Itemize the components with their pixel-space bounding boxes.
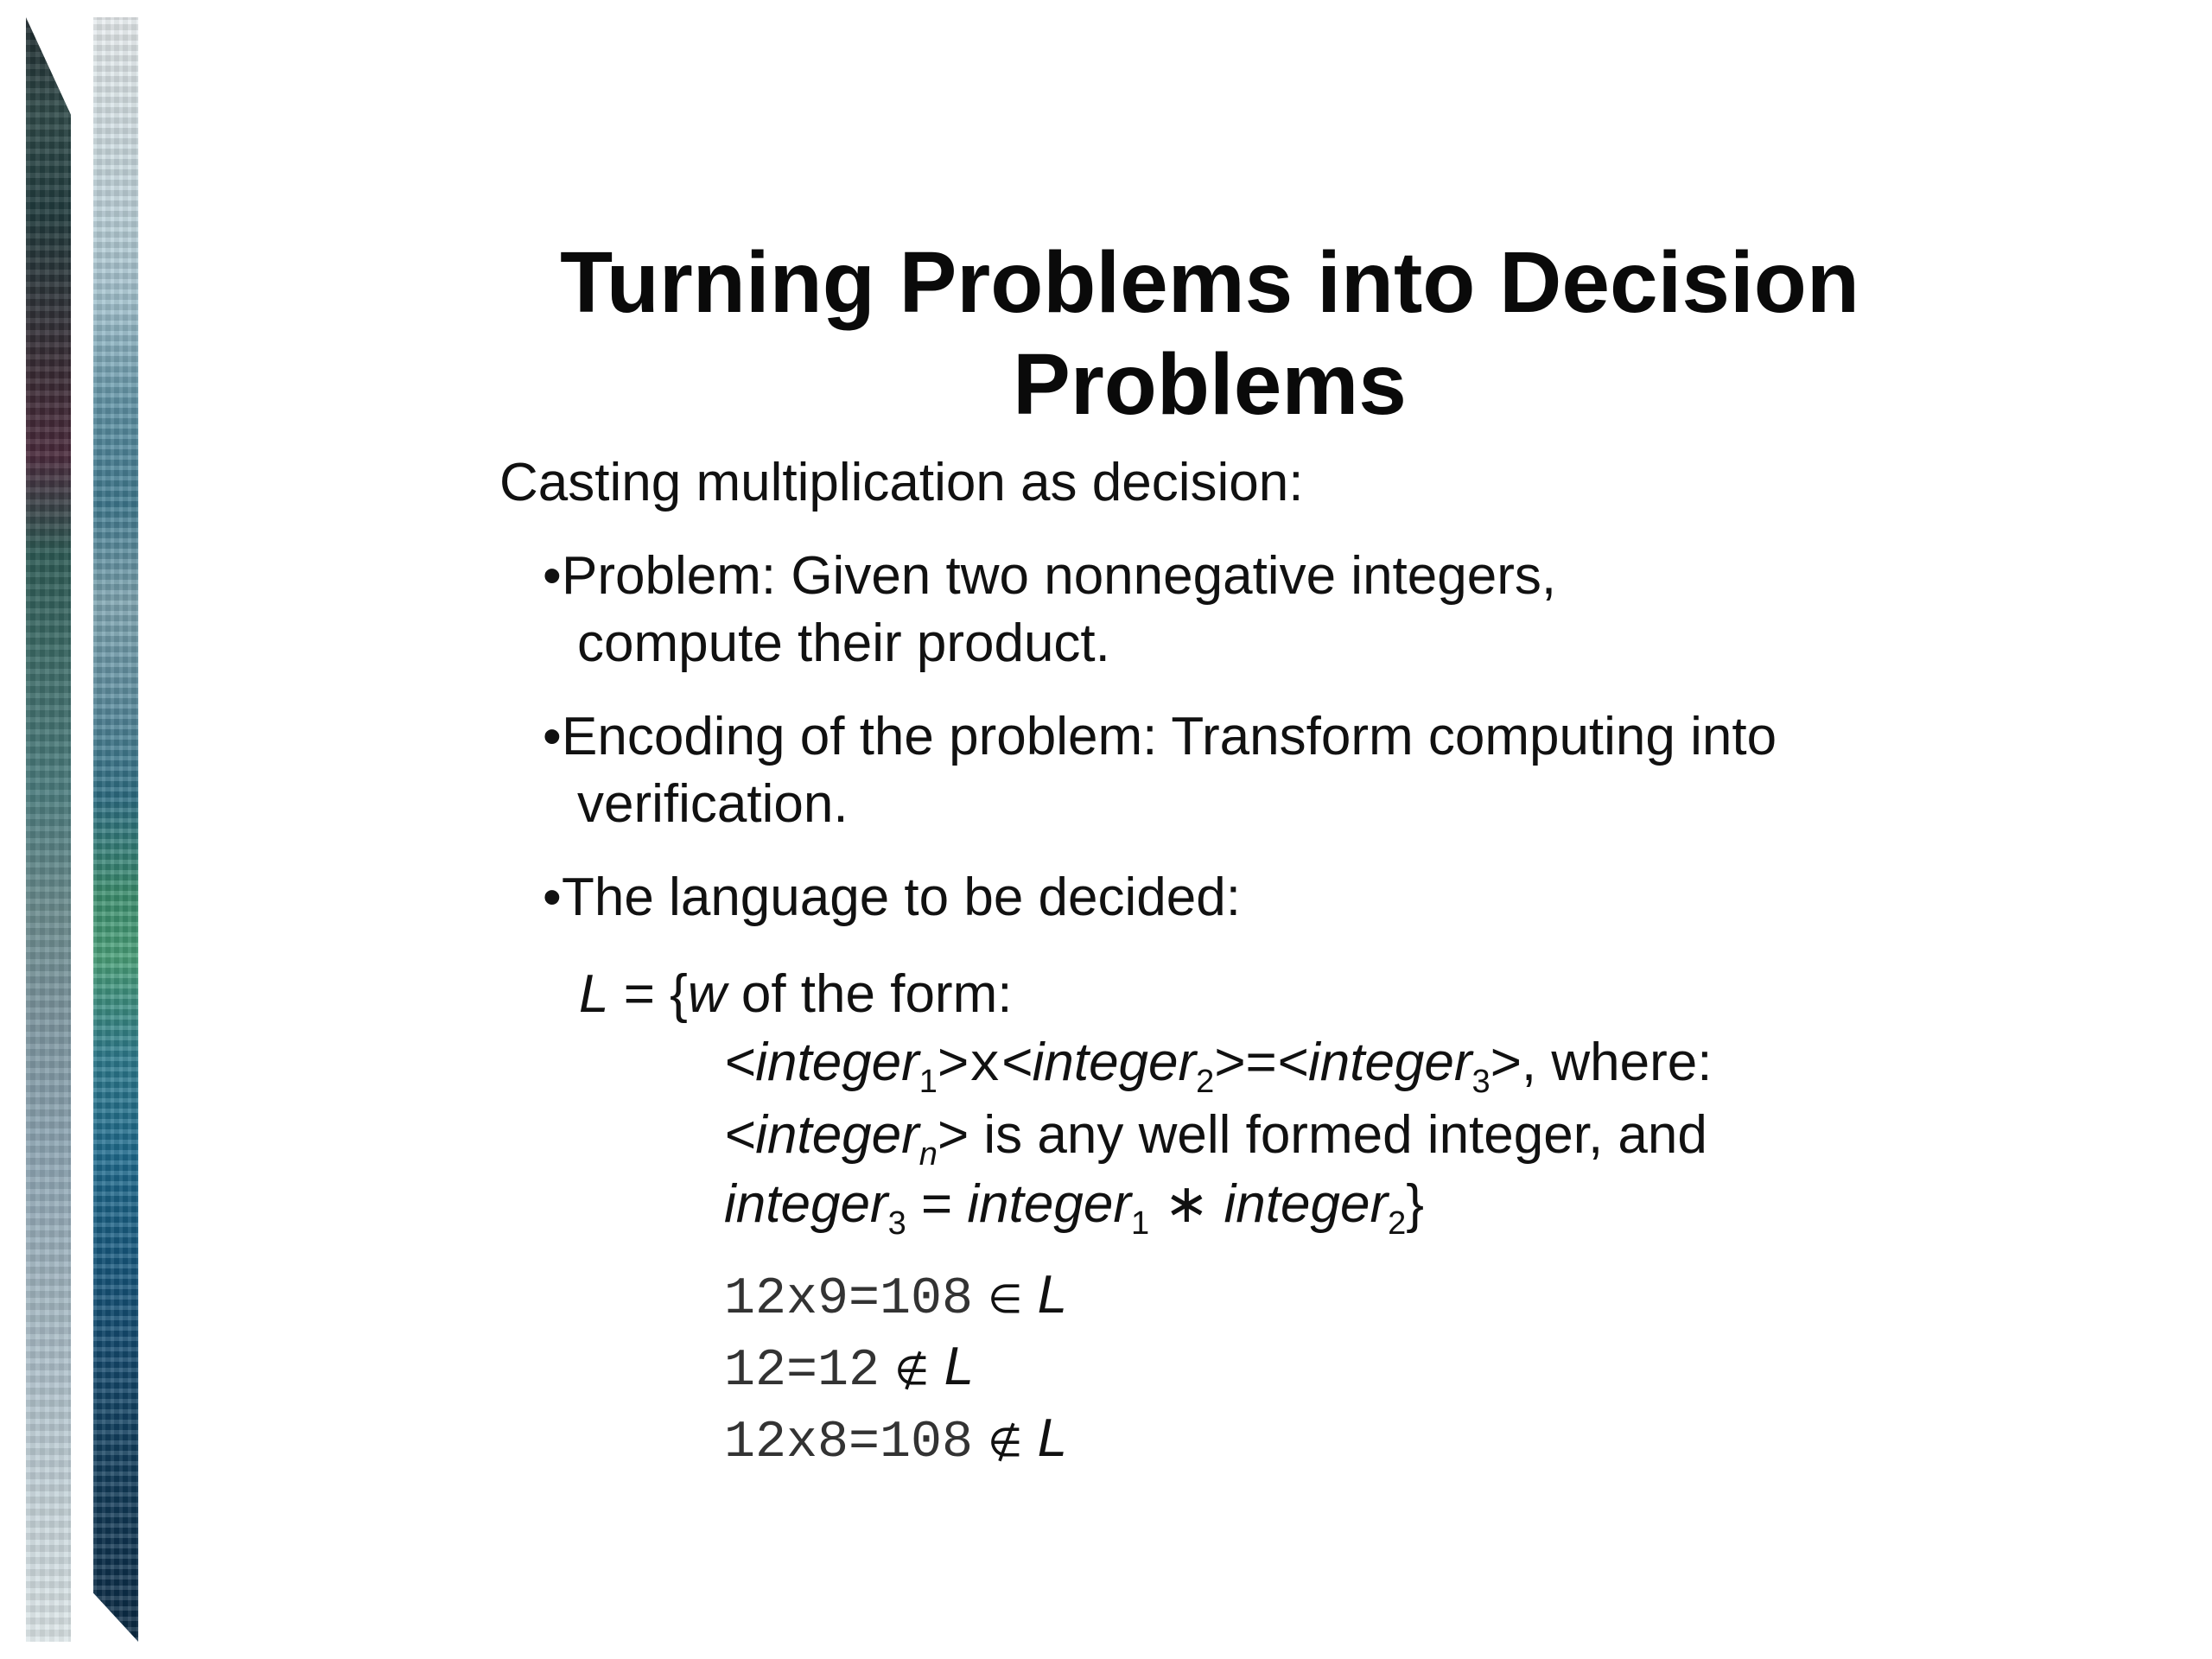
language-definition: [579, 961, 2107, 1242]
bullet-problem-line-1: Problem: Given two nonnegative integers,: [562, 546, 1557, 606]
examples-list: [724, 1262, 2107, 1477]
not-element-of-symbol: ∉: [894, 1347, 930, 1394]
language-head: L = {w of the form:: [579, 964, 1013, 1024]
language-product-row: integer$_3$ = integer$_1$ ∗ integer$_2$}: [724, 1174, 1424, 1242]
language-wellformed-row: <integer$_n$> is any well formed integer, and: [724, 1105, 1707, 1173]
example-row: 12=12 ∉ L: [724, 1337, 975, 1401]
not-element-of-symbol: ∉: [988, 1419, 1023, 1465]
bullet-problem-line-2: compute their product.: [577, 613, 1110, 673]
intro-text: Casting multiplication as decision:: [499, 453, 1304, 512]
bullet-list: [499, 543, 2107, 931]
slide-title-line-2: Problems: [1013, 336, 1407, 433]
element-of-symbol: ∈: [988, 1275, 1023, 1322]
decorative-art-strip-left: [26, 17, 71, 1642]
example-row: 12x9=108 ∈ L: [724, 1265, 1068, 1329]
decorative-art-strip-right: [93, 17, 138, 1642]
language-form-row: <integer$_1$>x<integer$_2$>=<integer$_3$>, where:: [724, 1033, 1713, 1100]
language-body: [724, 1028, 2107, 1242]
bullet-marker: •: [543, 868, 562, 927]
slide-title: [484, 232, 1936, 435]
bullet-language-line-1: The language to be decided:: [562, 868, 1241, 927]
bullet-encoding: [499, 703, 2107, 838]
bullet-problem: [499, 543, 2107, 677]
bullet-encoding-line-1: Encoding of the problem: Transform computing into: [562, 707, 1777, 766]
bullet-language: [499, 864, 2107, 931]
bullet-marker: •: [543, 707, 562, 766]
bullet-marker: •: [543, 546, 562, 606]
example-row: 12x8=108 ∉ L: [724, 1408, 1068, 1472]
slide-body: [499, 449, 2107, 1477]
bullet-encoding-line-2: verification.: [577, 774, 849, 834]
slide-title-line-1: Turning Problems into Decision: [560, 234, 1859, 331]
